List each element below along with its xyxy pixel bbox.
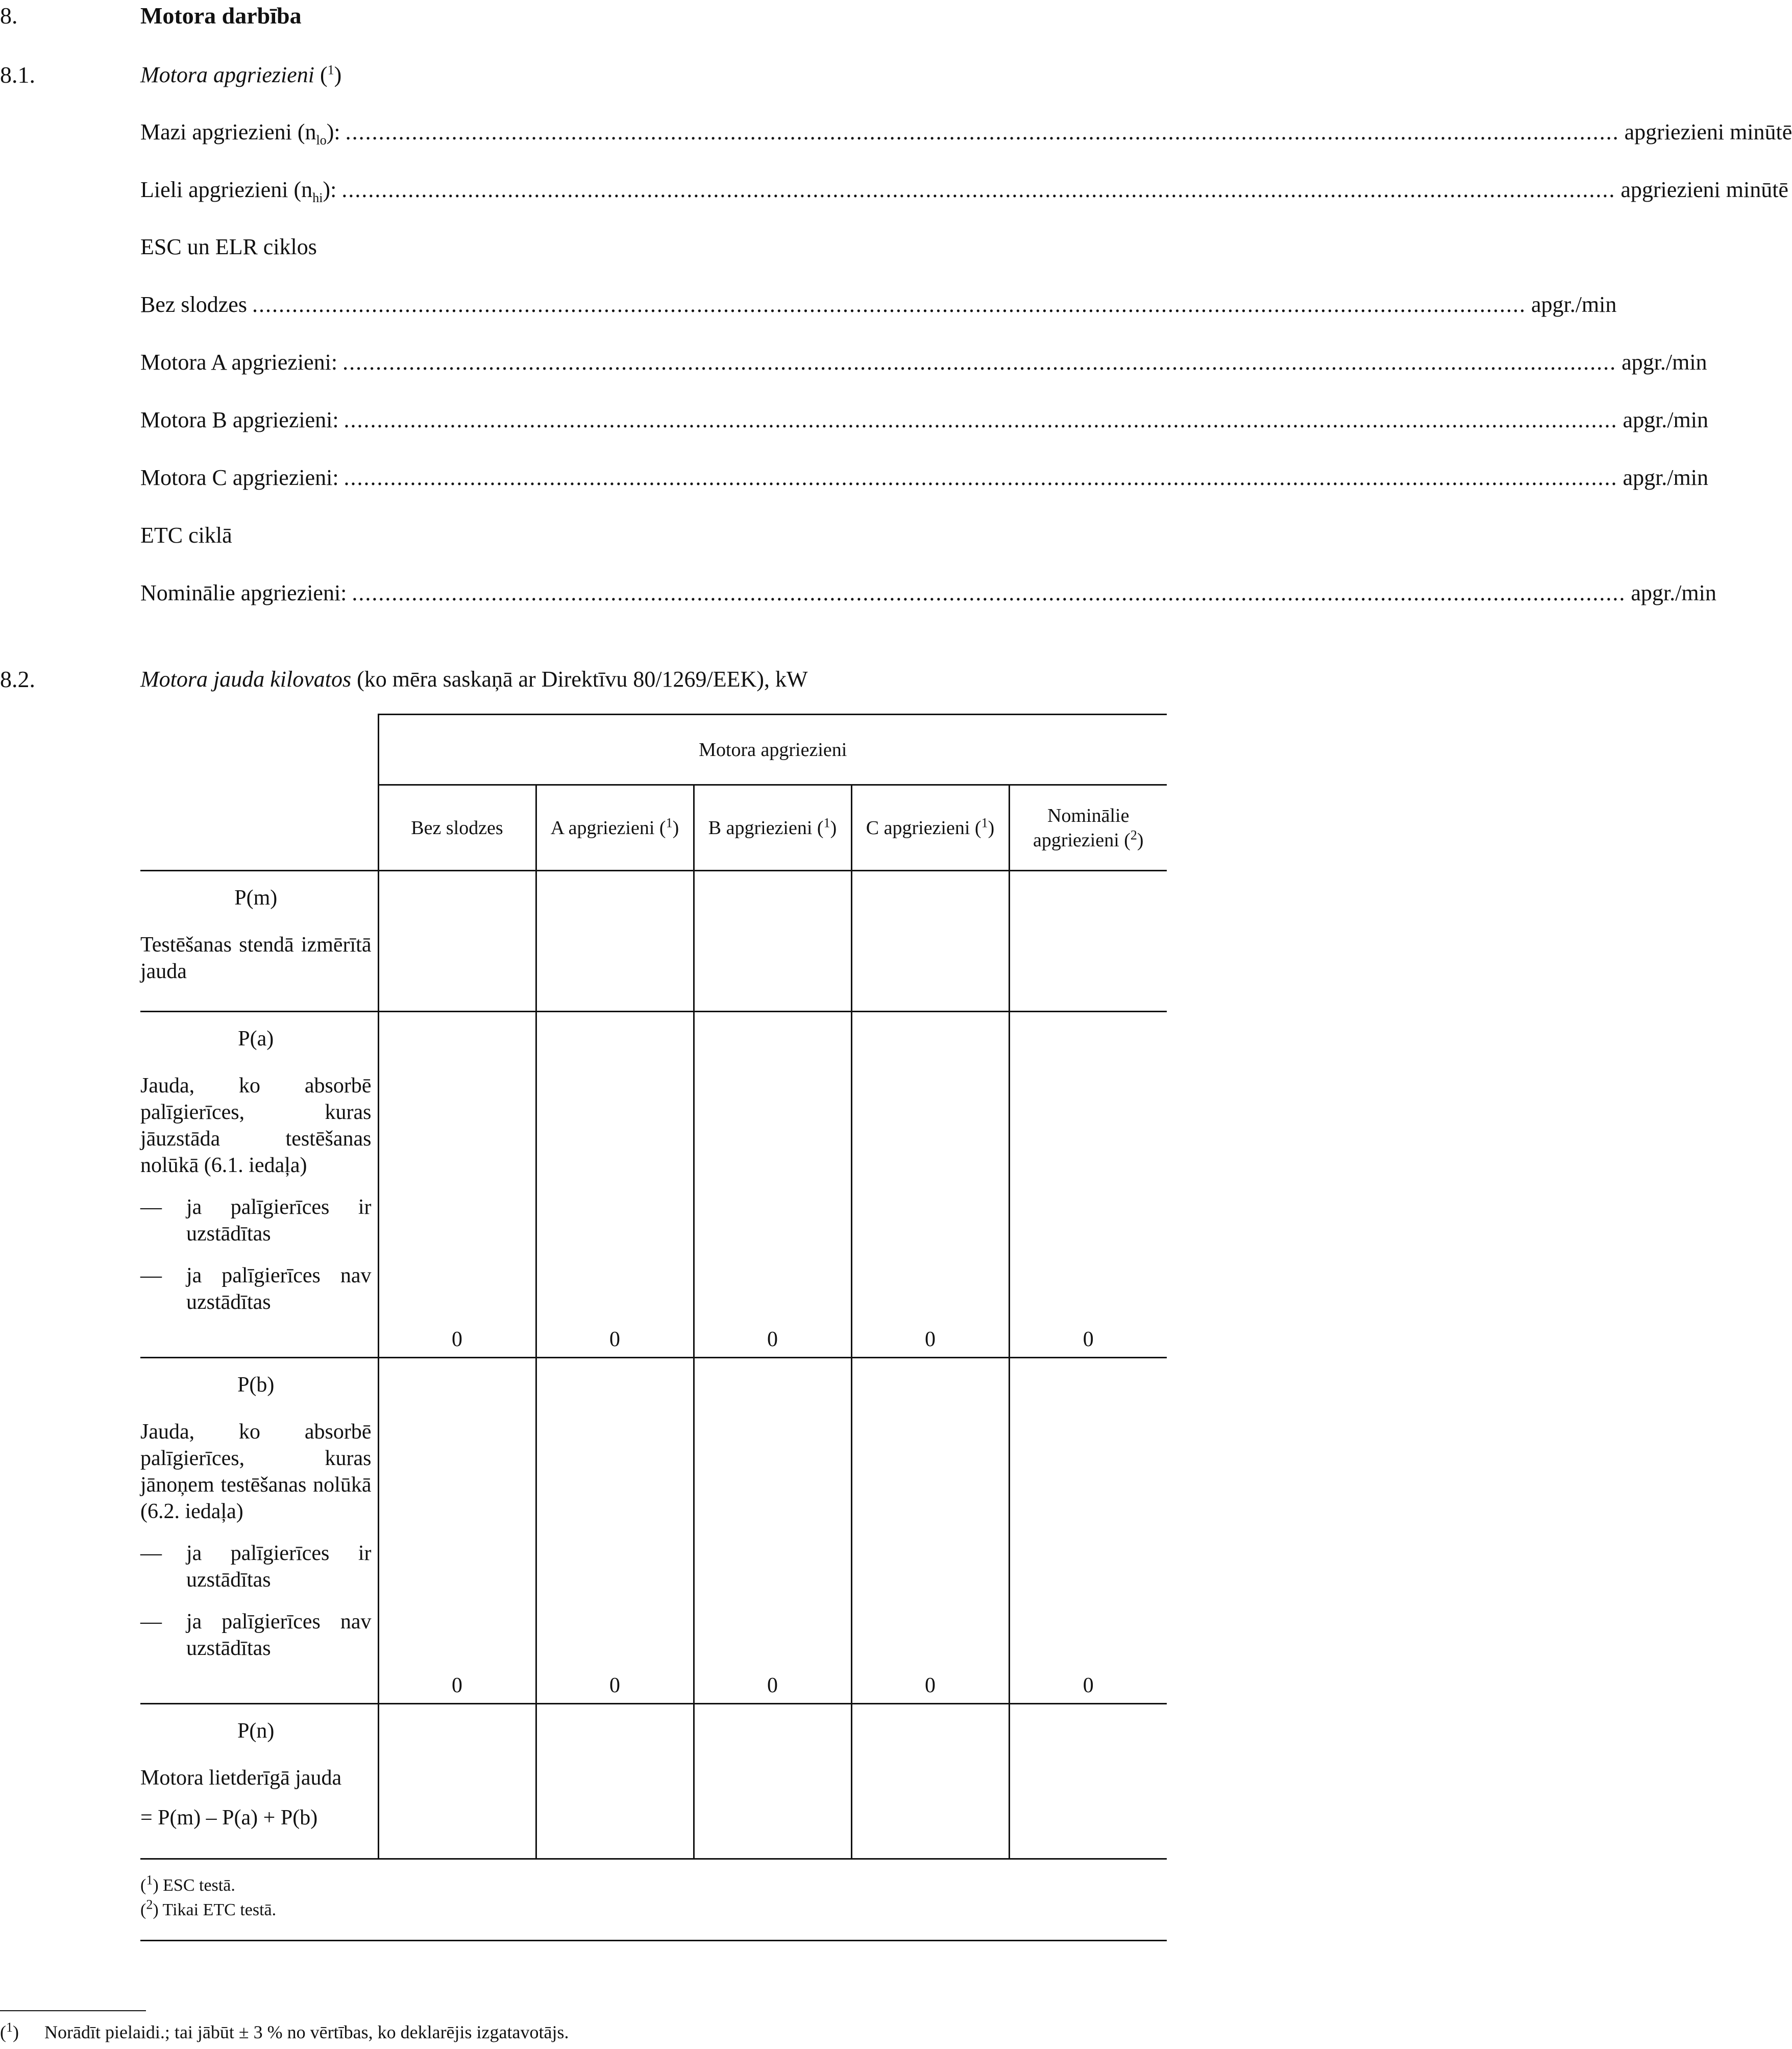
idle-speed-label: Bez slodzes bbox=[140, 292, 247, 317]
pb-value-speed-b: 0 bbox=[694, 1358, 851, 1704]
table-cell bbox=[378, 871, 536, 1012]
table-row bbox=[140, 1358, 1167, 1704]
section-8-2-title-italic: Motora jauda kilovatos bbox=[140, 667, 352, 692]
dot-leader: ................................................................................................................................................................................................ bbox=[342, 350, 1617, 375]
pb-value-speed-a: 0 bbox=[536, 1358, 694, 1704]
pb-value-speed-c: 0 bbox=[851, 1358, 1009, 1704]
table-cell bbox=[536, 1704, 694, 1859]
speed-c-label: Motora C apgriezieni: bbox=[140, 465, 339, 490]
dot-leader: ................................................................................................................................................................................................ bbox=[345, 119, 1619, 144]
pa-symbol: P(a) bbox=[238, 1027, 274, 1051]
dot-leader: ................................................................................................................................................................................................ bbox=[352, 580, 1626, 605]
table-corner-cell bbox=[140, 715, 378, 871]
speed-a-row bbox=[140, 348, 1707, 377]
rated-speed-label: Nominālie apgriezieni: bbox=[140, 580, 347, 605]
group-header: Motora apgriezieni bbox=[378, 715, 1167, 785]
table-row bbox=[140, 871, 1167, 1012]
table-note-2: ($^2$) Tikai ETC testā. bbox=[140, 1897, 277, 1919]
pb-value-rated: 0 bbox=[1009, 1358, 1167, 1704]
col-header-speed-b: B apgriezieni ($^1$) bbox=[694, 785, 851, 871]
low-speed-row bbox=[140, 117, 1792, 148]
dot-leader: ................................................................................................................................................................................................ bbox=[343, 465, 1618, 490]
table-row bbox=[140, 1012, 1167, 1358]
section-8-2-number: 8.2. bbox=[0, 666, 35, 692]
pa-description: Jauda, ko absorbē palīgierīces, kuras jāuzstāda testēšanas nolūkā (6.1. iedaļa) bbox=[140, 1074, 372, 1177]
pa-value-rated: 0 bbox=[1009, 1012, 1167, 1358]
footnote-ref: 1 bbox=[327, 62, 334, 78]
pn-symbol: P(n) bbox=[237, 1719, 275, 1743]
page-footnote: ($^1$) Norādīt pielaidi.; tai jābūt ± 3 % no vērtības, ko deklarējis izgatavotājs. bbox=[0, 2020, 569, 2042]
idle-speed-unit: apgr./min bbox=[1531, 292, 1617, 317]
high-speed-unit: apgriezieni minūtē bbox=[1621, 177, 1788, 202]
footnote-separator bbox=[0, 2010, 146, 2011]
pb-description: Jauda, ko absorbē palīgierīces, kuras jānoņem testēšanas nolūkā (6.2. iedaļa) bbox=[140, 1420, 372, 1523]
table-cell bbox=[1009, 871, 1167, 1012]
pa-value-idle: 0 bbox=[378, 1012, 536, 1358]
pa-dash-fitted: — ja palīgierīces ir uzstādītas bbox=[140, 1196, 372, 1246]
low-speed-label: Mazi apgriezieni $(n_{lo})$: bbox=[140, 119, 340, 148]
table-cell bbox=[1009, 1704, 1167, 1859]
speed-c-row bbox=[140, 463, 1708, 493]
section-8-1-title: Motora apgriezieni ($^1$) bbox=[140, 62, 342, 87]
dot-leader: ................................................................................................................................................................................................ bbox=[341, 177, 1616, 202]
col-header-speed-a: A apgriezieni ($^1$) bbox=[536, 785, 694, 871]
pa-value-speed-c: 0 bbox=[851, 1012, 1009, 1358]
pa-dash-not-fitted: — ja palīgierīces nav uzstādītas bbox=[140, 1264, 372, 1314]
section-8-1-number: 8.1. bbox=[0, 62, 35, 88]
speed-c-unit: apgr./min bbox=[1623, 465, 1708, 490]
section-8-2-title bbox=[140, 665, 808, 694]
engine-power-table bbox=[140, 714, 1167, 1860]
pb-dash-fitted: — ja palīgierīces ir uzstādītas bbox=[140, 1542, 372, 1592]
speed-b-unit: apgr./min bbox=[1623, 407, 1708, 432]
pn-description: Motora lietderīgā jauda bbox=[140, 1766, 342, 1790]
dot-leader: ................................................................................................................................................................................................ bbox=[343, 407, 1618, 432]
section-8-2-title-rest: (ko mēra saskaņā ar Direktīvu 80/1269/EEK), kW bbox=[351, 667, 808, 692]
speed-a-unit: apgr./min bbox=[1622, 350, 1707, 375]
speed-b-row bbox=[140, 405, 1708, 435]
pa-value-speed-b: 0 bbox=[694, 1012, 851, 1358]
table-notes-rule bbox=[140, 1940, 1167, 1941]
idle-speed-row bbox=[140, 290, 1617, 320]
section-8-title: Motora darbība bbox=[140, 3, 302, 29]
high-speed-row bbox=[140, 175, 1788, 205]
pm-description: Testēšanas stendā izmērītā jauda bbox=[140, 933, 372, 983]
row-header-pa bbox=[140, 1012, 378, 1358]
rated-speed-row bbox=[140, 578, 1716, 608]
section-8-1-title-text: Motora apgriezieni bbox=[140, 62, 314, 87]
table-cell bbox=[536, 871, 694, 1012]
pa-value-speed-a: 0 bbox=[536, 1012, 694, 1358]
pm-symbol: P(m) bbox=[234, 886, 278, 910]
table-cell bbox=[378, 1704, 536, 1859]
row-header-pm bbox=[140, 871, 378, 1012]
col-header-idle: Bez slodzes bbox=[378, 785, 536, 871]
pb-dash-not-fitted: — ja palīgierīces nav uzstādītas bbox=[140, 1610, 372, 1660]
pn-formula: = P(m) – P(a) + P(b) bbox=[140, 1806, 318, 1830]
table-cell bbox=[694, 1704, 851, 1859]
col-header-rated: Nominālie apgriezieni ($^2$) bbox=[1009, 785, 1167, 871]
rated-speed-unit: apgr./min bbox=[1631, 580, 1716, 605]
high-speed-label: Lieli apgriezieni $(n_{hi})$: bbox=[140, 177, 337, 205]
row-header-pn bbox=[140, 1704, 378, 1859]
col-header-speed-c: C apgriezieni ($^1$) bbox=[851, 785, 1009, 871]
section-8-number: 8. bbox=[0, 3, 18, 29]
esc-heading: ESC un ELR ciklos bbox=[140, 234, 317, 259]
pb-value-idle: 0 bbox=[378, 1358, 536, 1704]
table-note-1: ($^1$) ESC testā. bbox=[140, 1872, 235, 1895]
low-speed-unit: apgriezieni minūtē bbox=[1624, 119, 1792, 144]
table-row bbox=[140, 1704, 1167, 1859]
speed-a-label: Motora A apgriezieni: bbox=[140, 350, 338, 375]
table-cell bbox=[694, 871, 851, 1012]
dot-leader: ................................................................................................................................................................................................ bbox=[252, 292, 1526, 317]
pb-symbol: P(b) bbox=[237, 1373, 275, 1397]
speed-b-label: Motora B apgriezieni: bbox=[140, 407, 339, 432]
table-cell bbox=[851, 1704, 1009, 1859]
etc-heading: ETC ciklā bbox=[140, 523, 232, 548]
row-header-pb bbox=[140, 1358, 378, 1704]
table-cell bbox=[851, 871, 1009, 1012]
